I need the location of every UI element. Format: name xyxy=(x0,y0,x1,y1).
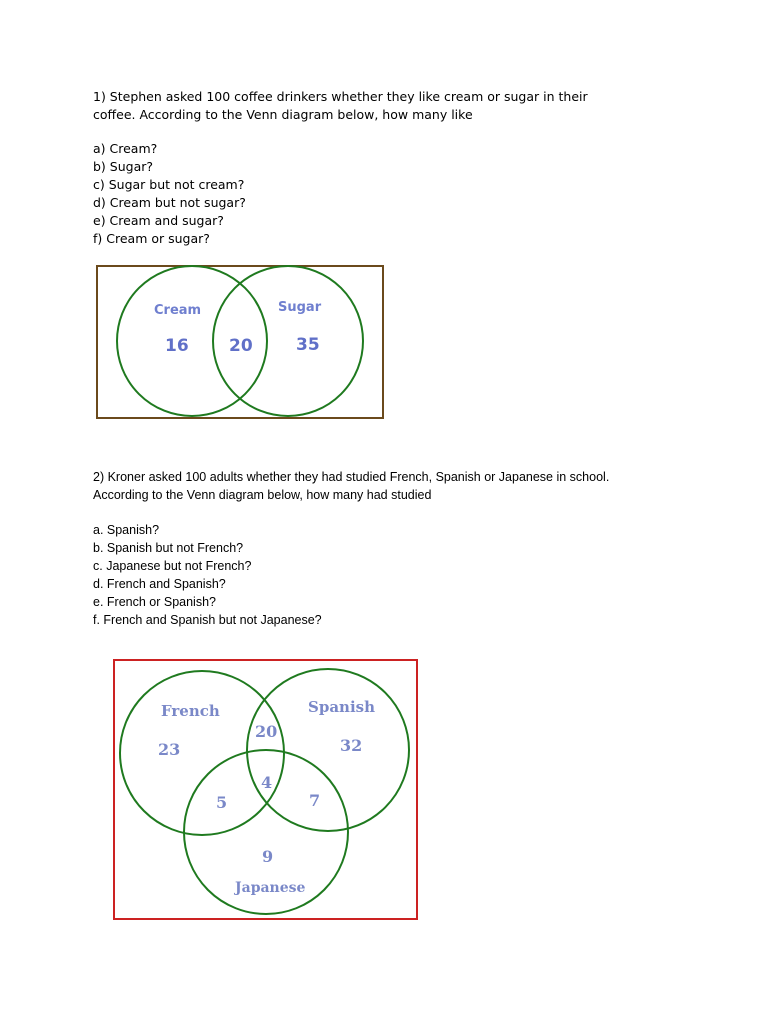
question-item: c. Japanese but not French? xyxy=(93,559,252,573)
sugar-only-value: 35 xyxy=(296,335,320,355)
languages-venn-diagram xyxy=(113,659,419,921)
question-item: a) Cream? xyxy=(93,141,158,156)
intro-line: 1) Stephen asked 100 coffee drinkers whether they like cream or sugar in their xyxy=(93,89,588,104)
question-item: f. French and Spanish but not Japanese? xyxy=(93,613,322,627)
question-item: b. Spanish but not French? xyxy=(93,541,244,555)
intro-line: According to the Venn diagram below, how many had studied xyxy=(93,488,432,502)
french-only-value: 23 xyxy=(158,740,181,759)
cream-label: Cream xyxy=(154,303,202,318)
question-item: d. French and Spanish? xyxy=(93,577,226,591)
cream-only-value: 16 xyxy=(165,336,189,356)
japanese-only-value: 9 xyxy=(262,847,274,866)
japanese-label: Japanese xyxy=(235,880,306,896)
french-label: French xyxy=(161,702,220,720)
question-1-items xyxy=(93,140,246,248)
question-item: e) Cream and sugar? xyxy=(93,213,224,228)
intro-line: coffee. According to the Venn diagram below, how many like xyxy=(93,107,473,122)
question-2-intro xyxy=(93,468,693,504)
cream-sugar-venn-diagram xyxy=(96,265,384,419)
spanish-japanese-value: 7 xyxy=(309,791,321,810)
question-item: d) Cream but not sugar? xyxy=(93,195,246,210)
question-item: e. French or Spanish? xyxy=(93,595,216,609)
all-three-value: 4 xyxy=(261,773,273,792)
question-item: b) Sugar? xyxy=(93,159,154,174)
question-2-items xyxy=(93,521,322,629)
question-item: c) Sugar but not cream? xyxy=(93,177,245,192)
spanish-only-value: 32 xyxy=(340,736,363,755)
french-japanese-value: 5 xyxy=(216,793,228,812)
sugar-label: Sugar xyxy=(278,300,322,315)
question-1-intro xyxy=(93,88,693,124)
spanish-label: Spanish xyxy=(308,698,375,716)
question-item: f) Cream or sugar? xyxy=(93,231,210,246)
both-value: 20 xyxy=(229,336,253,356)
intro-line: 2) Kroner asked 100 adults whether they had studied French, Spanish or Japanese in school. xyxy=(93,470,610,484)
french-spanish-value: 20 xyxy=(255,722,278,741)
question-item: a. Spanish? xyxy=(93,523,160,537)
